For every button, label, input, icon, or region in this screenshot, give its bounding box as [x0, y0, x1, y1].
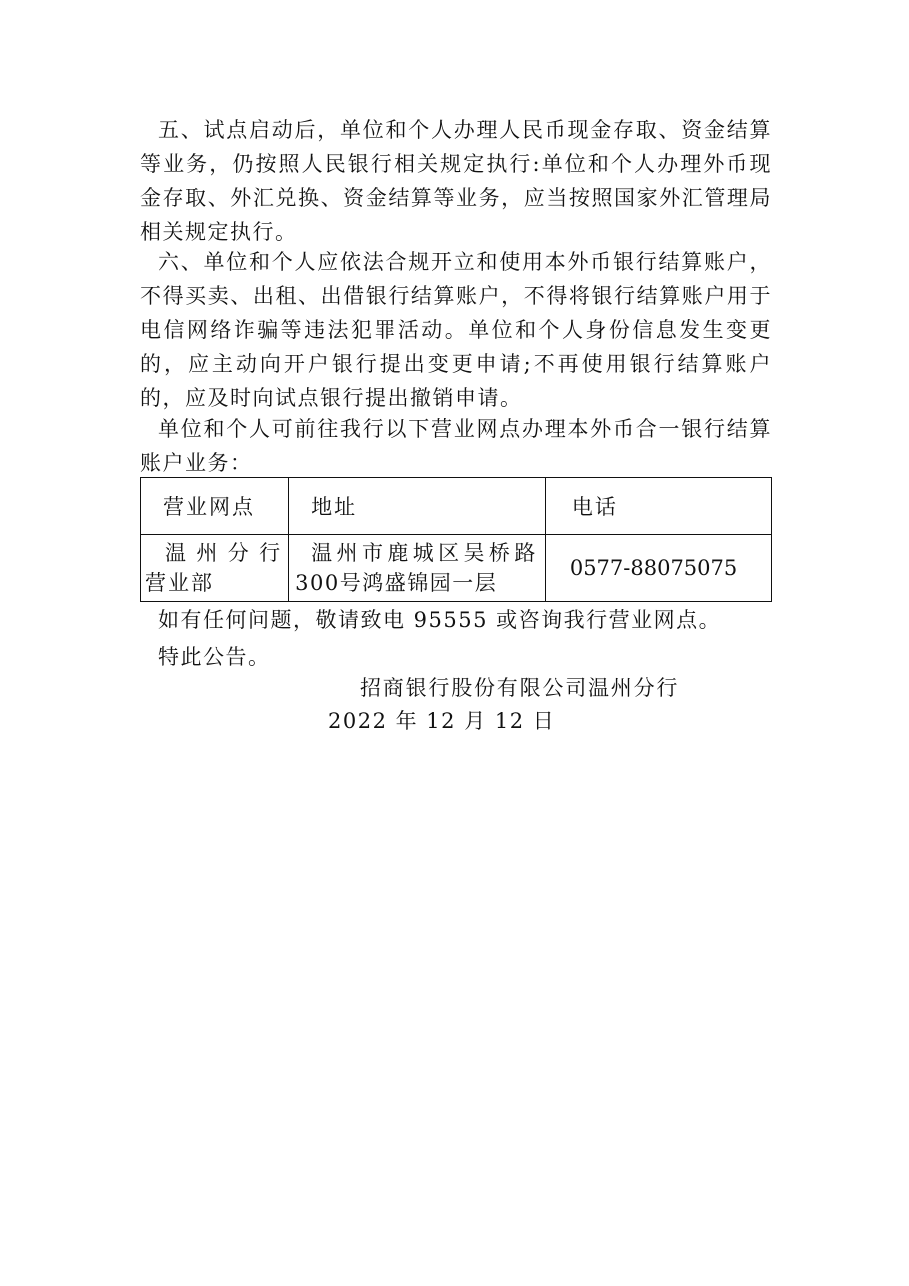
address-line1: 温州市鹿城区吴桥路: [311, 541, 537, 565]
paragraph-item-6: 六、单位和个人应依法合规开立和使用本外币银行结算账户，不得买卖、出租、出借银行结算账户，不得将银行结算账户用于电信网络诈骗等违法犯罪活动。单位和个人身份信息发生变更的，应主动向开户银行提出变更申请;不再使用银行结算账户的，应及时向试点银行提出撤销申请。: [140, 250, 772, 410]
branch-cell: [141, 535, 289, 602]
table-header-row: [141, 478, 772, 535]
paragraph-item-5: 五、试点启动后，单位和个人办理人民币现金存取、资金结算等业务，仍按照人民银行相关规定执行:单位和个人办理外币现金存取、外汇兑换、资金结算等业务，应当按照国家外汇管理局相关规定执行。: [140, 118, 772, 244]
signer-name: 招商银行股份有限公司温州分行: [360, 676, 680, 700]
notice-line: 特此公告。: [158, 645, 271, 669]
branch-name-line2: 营业部: [145, 571, 214, 595]
branch-table: [140, 477, 772, 602]
header-address: 地址: [289, 478, 546, 535]
header-phone: 电话: [545, 478, 771, 535]
table-row: [141, 535, 772, 602]
phone-cell: 0577-88075075: [545, 535, 771, 602]
address-line2: 300号鸿盛锦园一层: [295, 571, 498, 595]
paragraph-branch-intro: 单位和个人可前往我行以下营业网点办理本外币合一银行结算账户业务：: [140, 417, 772, 475]
branch-name-line1: 温州分行: [165, 541, 283, 565]
document-date: 2022 年 12 月 12 日: [328, 709, 556, 733]
header-branch: 营业网点: [141, 478, 289, 535]
contact-line: 如有任何问题，敬请致电 95555 或咨询我行营业网点。: [158, 608, 722, 632]
address-cell: [289, 535, 546, 602]
